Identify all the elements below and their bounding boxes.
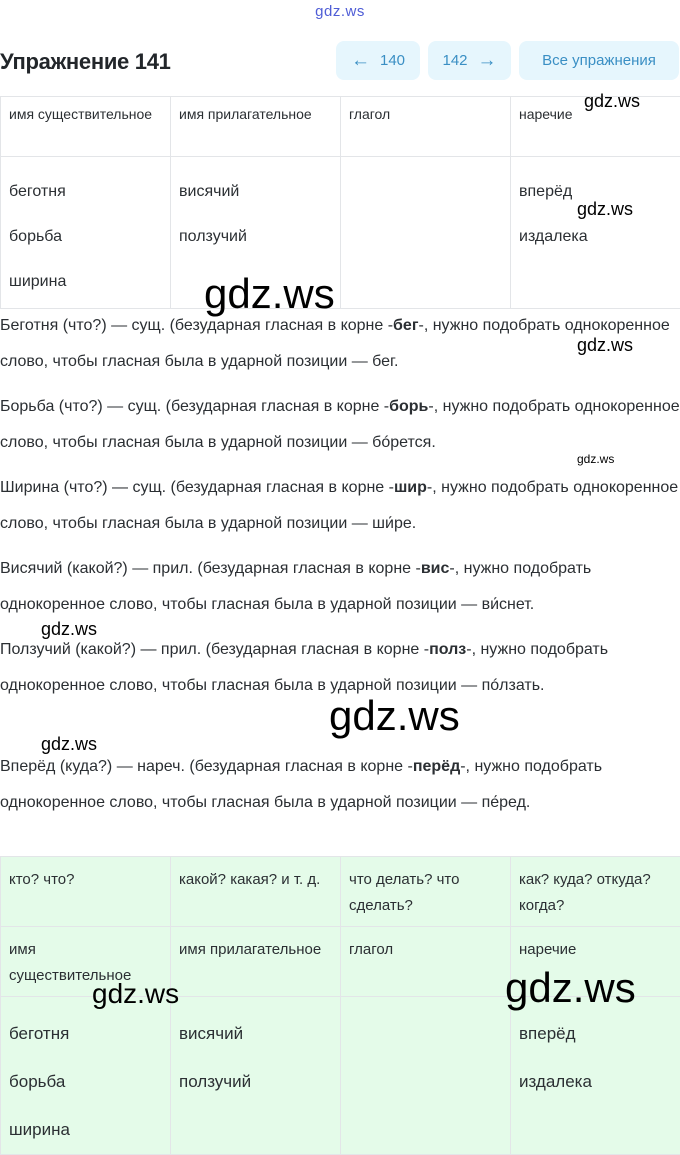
root-text: шир [394, 479, 427, 496]
word-start: По [0, 641, 20, 658]
table-cell [511, 157, 680, 309]
table-word: ползучий [179, 1058, 332, 1106]
table-header-cell: наречие [511, 927, 680, 997]
table-word: беготня [9, 1010, 162, 1058]
explanation-paragraph [0, 389, 680, 461]
root-text: перёд [413, 758, 460, 775]
word-start: Ши [0, 479, 24, 496]
word-start: Бе [0, 317, 19, 334]
table-word: вперёд [519, 1010, 672, 1058]
root-text: вис [421, 560, 450, 577]
next-exercise-button[interactable] [428, 41, 511, 80]
prev-exercise-label: 140 [380, 52, 405, 69]
table-question-cell: что делать? что сделать? [341, 857, 511, 927]
table-word: издалека [519, 1058, 672, 1106]
table-cell [341, 997, 511, 1155]
exercise-header [0, 41, 680, 81]
word-start: Впе [0, 758, 28, 775]
table-cell [511, 997, 680, 1155]
root-text: борь [389, 398, 428, 415]
root-text: бег [393, 317, 418, 334]
word-end: сячий [20, 560, 63, 577]
watermark: gdz.ws [41, 734, 97, 755]
check-word: бóрется. [372, 434, 436, 451]
table-word: борьба [9, 1058, 162, 1106]
table-header-row [1, 97, 680, 157]
table-row [1, 997, 680, 1155]
table-header-cell: глагол [341, 927, 511, 997]
table-word: беготня [9, 169, 162, 214]
all-exercises-button[interactable] [519, 41, 679, 80]
all-exercises-label: Все упражнения [542, 52, 656, 69]
explanation-text: (что?) — сущ. (безударная гласная в корне - [54, 398, 389, 415]
arrow-left-icon: ← [351, 51, 370, 70]
explanation-text: -, нужно подобрать однокоренное слово, чтобы гласная была в ударной позиции — [0, 641, 608, 694]
explanation-text: (какой?) — прил. (безударная гласная в корне - [62, 560, 420, 577]
table-header-cell: наречие [511, 97, 680, 157]
table-header-cell: имя прилагательное [171, 97, 341, 157]
table-word: ширина [9, 259, 162, 304]
word-end: рьба [19, 398, 54, 415]
explanation-text: -, нужно подобрать однокоренное слово, чтобы гласная была в ударной позиции — [0, 317, 670, 370]
table-header-cell: имя существительное [1, 97, 171, 157]
table-word: ползучий [179, 214, 332, 259]
explanation-paragraph [0, 749, 680, 821]
table-word: ширина [9, 1106, 162, 1154]
table-cell [171, 997, 341, 1155]
table-cell [1, 997, 171, 1155]
prev-exercise-button[interactable] [336, 41, 420, 80]
explanation-text: (что?) — сущ. (безударная гласная в корне - [58, 317, 393, 334]
watermark: gdz.ws [584, 91, 640, 112]
table-word: борьба [9, 214, 162, 259]
word-start: Бо [0, 398, 19, 415]
explanation-paragraph [0, 551, 680, 623]
root-text: полз [429, 641, 466, 658]
explanation-text: -, нужно подобрать однокоренное слово, чтобы гласная была в ударной позиции — [0, 479, 678, 532]
check-word: бег. [372, 353, 398, 370]
word-end: рёд [28, 758, 55, 775]
table-word: вперёд [519, 169, 672, 214]
table-header-cell: имя прилагательное [171, 927, 341, 997]
word-start: Ви [0, 560, 20, 577]
table-row [1, 157, 680, 309]
explanation-text: -, нужно подобрать однокоренное слово, чтобы гласная была в ударной позиции — [0, 560, 591, 613]
table-question-cell: кто? что? [1, 857, 171, 927]
site-logo[interactable]: gdz.ws [0, 3, 680, 20]
table-header-cell: имя существительное [1, 927, 171, 997]
explanation-text: (какой?) — прил. (безударная гласная в корне - [71, 641, 429, 658]
watermark: gdz.ws [577, 335, 633, 356]
explanation-text: (куда?) — нареч. (безударная гласная в корне - [55, 758, 412, 775]
watermark: gdz.ws [505, 964, 636, 1012]
check-word: пе́ред. [482, 794, 531, 811]
table-cell [341, 157, 511, 309]
watermark: gdz.ws [204, 270, 335, 318]
next-exercise-label: 142 [442, 52, 467, 69]
page-title: Упражнение 141 [0, 49, 171, 75]
word-end: лзучий [20, 641, 71, 658]
table-question-cell: какой? какая? и т. д. [171, 857, 341, 927]
explanation-paragraph [0, 470, 680, 542]
table-header-cell: глагол [341, 97, 511, 157]
check-word: пóлзать. [482, 677, 545, 694]
watermark: gdz.ws [329, 692, 460, 740]
explanation-text: -, нужно подобрать однокоренное слово, чтобы гласная была в ударной позиции — [0, 758, 602, 811]
arrow-right-icon: → [478, 51, 497, 70]
watermark: gdz.ws [577, 199, 633, 220]
watermark: gdz.ws [577, 452, 614, 466]
table-word: издалека [519, 214, 672, 259]
word-end: рина [24, 479, 60, 496]
watermark: gdz.ws [41, 619, 97, 640]
table-word: висячий [179, 1010, 332, 1058]
word-end: готня [19, 317, 58, 334]
table-cell [1, 157, 171, 309]
check-word: ви́снет. [482, 596, 535, 613]
explanation-text: -, нужно подобрать однокоренное слово, чтобы гласная была в ударной позиции — [0, 398, 680, 451]
table-question-row [1, 857, 680, 927]
check-word: ши́ре. [372, 515, 416, 532]
explanation-text: (что?) — сущ. (безударная гласная в корне - [59, 479, 394, 496]
table-word: висячий [179, 169, 332, 214]
table-question-cell: как? куда? откуда? когда? [511, 857, 680, 927]
watermark: gdz.ws [92, 978, 179, 1010]
